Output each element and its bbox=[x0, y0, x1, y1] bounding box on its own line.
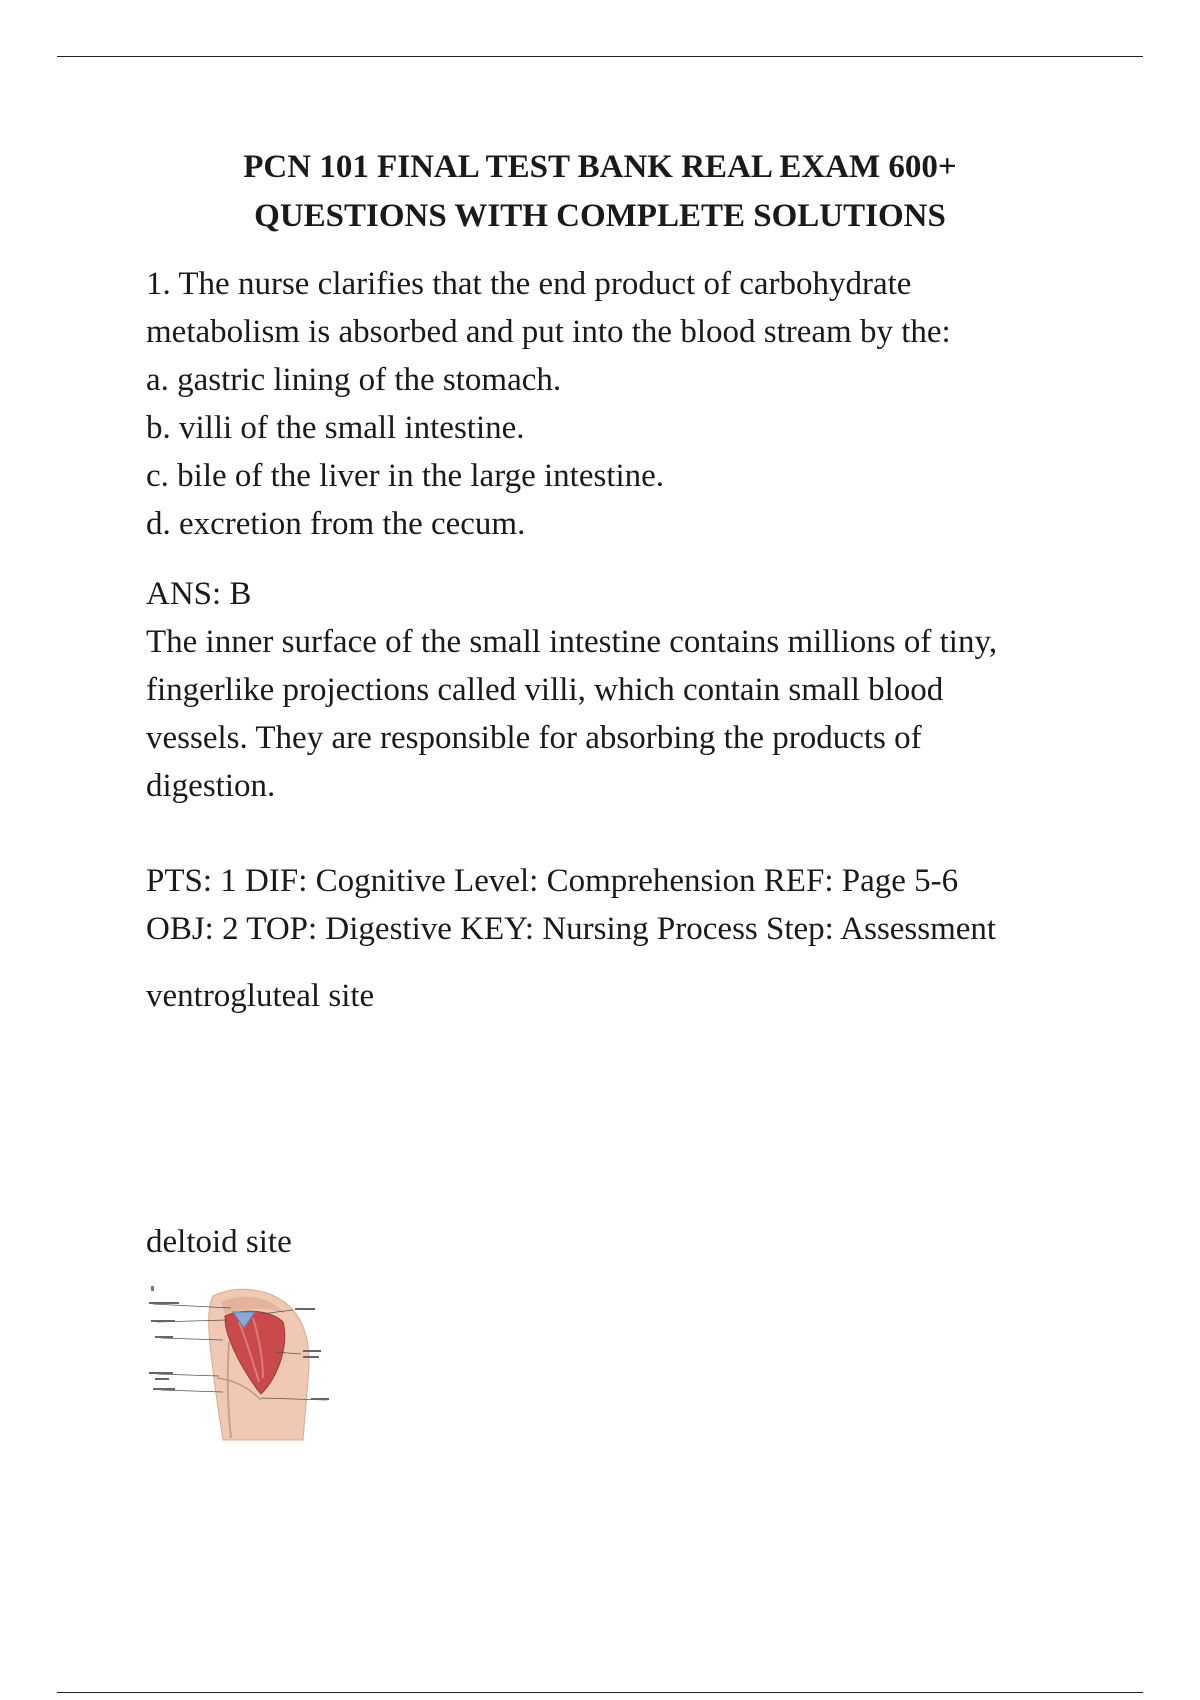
rationale-line-2: fingerlike projections called villi, which contain small blood bbox=[146, 672, 944, 708]
page-title bbox=[0, 143, 1200, 241]
option-d: d. excretion from the cecum. bbox=[146, 506, 526, 542]
ventrogluteal-section bbox=[146, 972, 1146, 1020]
rationale-line-3: vessels. They are responsible for absorbing the products of bbox=[146, 720, 922, 756]
option-a: a. gastric lining of the stomach. bbox=[146, 362, 562, 398]
title-line-1: PCN 101 FINAL TEST BANK REAL EXAM 600+ bbox=[243, 149, 957, 185]
answer-label: ANS: B bbox=[146, 576, 252, 612]
figure-letter-mark bbox=[151, 1286, 154, 1291]
question-stem-line-2: metabolism is absorbed and put into the blood stream by the: bbox=[146, 314, 951, 350]
title-line-2: QUESTIONS WITH COMPLETE SOLUTIONS bbox=[254, 198, 946, 234]
option-b: b. villi of the small intestine. bbox=[146, 410, 525, 446]
footer-rule bbox=[57, 1692, 1143, 1693]
meta-line-2: OBJ: 2 TOP: Digestive KEY: Nursing Process Step: Assessment bbox=[146, 911, 997, 947]
question-block bbox=[146, 260, 1146, 548]
meta-line-1: PTS: 1 DIF: Cognitive Level: Comprehension REF: Page 5-6 bbox=[146, 863, 959, 899]
header-rule bbox=[57, 56, 1143, 57]
rationale-line-4: digestion. bbox=[146, 768, 276, 804]
answer-block bbox=[146, 570, 1146, 810]
deltoid-section bbox=[146, 1218, 1146, 1266]
option-c: c. bile of the liver in the large intestine. bbox=[146, 458, 665, 494]
metadata-block bbox=[146, 857, 1146, 953]
question-stem-line-1: 1. The nurse clarifies that the end product of carbohydrate bbox=[146, 266, 912, 302]
deltoid-anatomy-illustration bbox=[143, 1282, 333, 1442]
deltoid-site-label: deltoid site bbox=[146, 1224, 292, 1260]
ventrogluteal-site-label: ventrogluteal site bbox=[146, 978, 375, 1014]
rationale-line-1: The inner surface of the small intestine contains millions of tiny, bbox=[146, 624, 998, 660]
